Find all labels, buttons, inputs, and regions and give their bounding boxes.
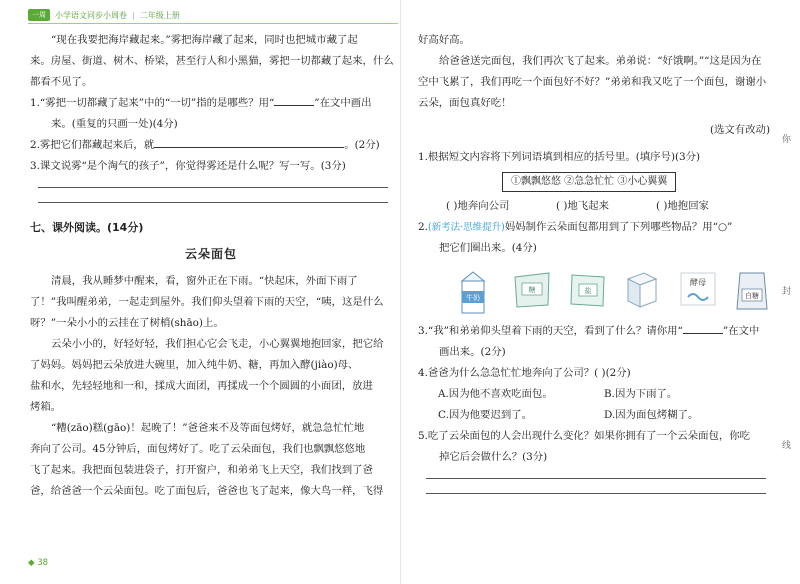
- item-label: 酵母: [690, 278, 706, 287]
- story-line: 云朵小小的，好轻好轻，我们担心它会飞走，小心翼翼地抱回家，把它给: [51, 338, 384, 350]
- header-badge: 一周: [28, 9, 50, 21]
- answer-line[interactable]: [426, 478, 766, 479]
- right-column: [418, 30, 770, 508]
- question-2: 2.雾把它们都藏起来后，就 。(2分): [30, 139, 380, 151]
- story-line: 飞了起来。我把面包装进袋子，打开窗户，和弟弟飞上天空，我们找到了爸: [30, 464, 373, 476]
- underline-blank: [683, 323, 723, 334]
- story-title: 云朵面包: [184, 247, 237, 261]
- item-label: 白糖: [745, 292, 759, 300]
- passage-line: 都看不见了。: [30, 76, 93, 88]
- header-divider: [28, 23, 398, 24]
- answer-blank[interactable]: [154, 137, 344, 148]
- white-sugar-bag-icon[interactable]: [734, 269, 770, 315]
- ingredient-items: [418, 263, 770, 315]
- item-label: 盐: [584, 287, 592, 295]
- item-label: 糖: [528, 286, 536, 294]
- left-column: [30, 30, 392, 502]
- page-number: ◆ 38: [28, 558, 49, 568]
- story-line: 云朵，面包真好吃！: [418, 97, 512, 109]
- choice-d[interactable]: D.因为面包烤糊了。: [604, 409, 699, 421]
- question-5: 5.吃了云朵面包的人会出现什么变化？如果你拥有了一个云朵面包，你吃: [418, 430, 751, 442]
- choice-row: [418, 405, 770, 426]
- source-note: (选文有改动): [709, 124, 770, 136]
- story-line: 了！”我叫醒弟弟，一起走到屋外。我们仰头望着下雨的天空，“咦，这是什么: [30, 296, 384, 308]
- story-line: 空中飞累了，我们再吃一个面包好不好？”弟弟和我又吃了一个面包，谢谢小: [418, 76, 767, 88]
- fill-blank-row: [418, 196, 770, 217]
- underline-blank: [274, 95, 314, 106]
- choice-row: [418, 384, 770, 405]
- question-2-cont: 把它们圈出来。(4分): [439, 242, 537, 254]
- question-1-note: 来。(重复的只画一处)(4分): [51, 118, 178, 130]
- section-title: 七、课外阅读。(14分): [30, 221, 144, 234]
- word-options-box: ①飘飘悠悠 ②急急忙忙 ③小心翼翼: [502, 172, 676, 192]
- item-label: 牛奶: [466, 294, 480, 302]
- passage-line: 来。房屋、街道、树木、桥梁，甚至行人和小黑猫，雾把一切都藏了起来，什么: [30, 55, 394, 67]
- choice-a[interactable]: A.因为他不喜欢吃面包。: [438, 388, 553, 400]
- sugar-bag-icon[interactable]: [512, 269, 550, 315]
- margin-mark-mid: 封: [782, 287, 792, 297]
- story-line: “糟(zāo)糕(gāo)！起晚了！”爸爸来不及等面包烤好，就急急忙忙地: [51, 422, 365, 434]
- question-3-cont: 画出来。(2分): [439, 346, 506, 358]
- story-line: 烤箱。: [30, 401, 62, 413]
- milk-carton-icon[interactable]: [458, 269, 494, 315]
- story-line: 爸，给爸爸一个云朵面包。吃了面包后，爸爸也飞了起来，像大鸟一样，飞得: [30, 485, 384, 497]
- fill-blank[interactable]: ( )地奔向公司: [446, 200, 510, 212]
- page-spine: [400, 0, 401, 584]
- question-2: 2.(新考法·思维提升)妈妈制作云朵面包都用到了下列哪些物品？用“○”: [418, 221, 733, 233]
- fill-blank[interactable]: ( )地抱回家: [656, 200, 709, 212]
- answer-line[interactable]: [426, 493, 766, 494]
- passage-line: “现在我要把海岸藏起来。”雾把海岸藏了起来，同时也把城市藏了起: [51, 34, 358, 46]
- question-1: 1.“雾把一切都藏了起来”中的“一切”指的是哪些？用“ ”在文中画出: [30, 97, 372, 109]
- story-line: 了妈妈。妈妈把云朵放进大碗里，加入纯牛奶、糖，再加入酵(jiào)母、: [30, 359, 359, 371]
- question-5-cont: 掉它后会做什么？(3分): [439, 451, 548, 463]
- story-line: 奔向了公司。45分钟后，面包烤好了。吃了云朵面包，我们也飘飘悠悠地: [30, 443, 366, 455]
- question-3: 3.“我”和弟弟仰头望着下雨的天空，看到了什么？请你用“ ”在文中: [418, 325, 760, 337]
- fill-blank[interactable]: ( )地飞起来: [556, 200, 609, 212]
- box-icon[interactable]: [624, 269, 660, 315]
- story-line: 好高好高。: [418, 34, 470, 46]
- page-header: 一周 小学语文同步小周卷 | 二年级上册: [28, 8, 180, 22]
- story-line: 呀？”一朵小小的云挂在了树梢(shāo)上。: [30, 317, 224, 329]
- question-4: 4.爸爸为什么急急忙忙地奔向了公司？( )(2分): [418, 367, 631, 379]
- story-line: 盐和水，先轻轻地和一和，揉成大面团，再揉成一个个圆圆的小面团，放进: [30, 380, 373, 392]
- salt-bag-icon[interactable]: [568, 269, 606, 315]
- question-3: 3.课文说雾“是个淘气的孩子”，你觉得雾还是什么呢？写一写。(3分): [30, 160, 346, 172]
- header-grade: 二年级上册: [139, 10, 180, 20]
- choice-c[interactable]: C.因为他要迟到了。: [438, 409, 533, 421]
- new-method-tag: (新考法·思维提升): [427, 222, 505, 233]
- answer-line[interactable]: [38, 202, 388, 203]
- margin-mark-top: 你: [782, 135, 792, 145]
- answer-line[interactable]: [38, 187, 388, 188]
- story-line: 给爸爸送完面包，我们再次飞了起来。弟弟说：“好饿啊。”“这是因为在: [439, 55, 762, 67]
- choice-b[interactable]: B.因为下雨了。: [604, 388, 678, 400]
- margin-mark-bottom: 线: [782, 441, 792, 451]
- yeast-icon[interactable]: [678, 269, 716, 315]
- header-title: 小学语文同步小周卷: [55, 10, 127, 20]
- question-1: 1.根据短文内容将下列词语填到相应的括号里。(填序号)(3分): [418, 151, 701, 163]
- story-line: 清晨，我从睡梦中醒来，看，窗外正在下雨。“快起床，外面下雨了: [51, 275, 358, 287]
